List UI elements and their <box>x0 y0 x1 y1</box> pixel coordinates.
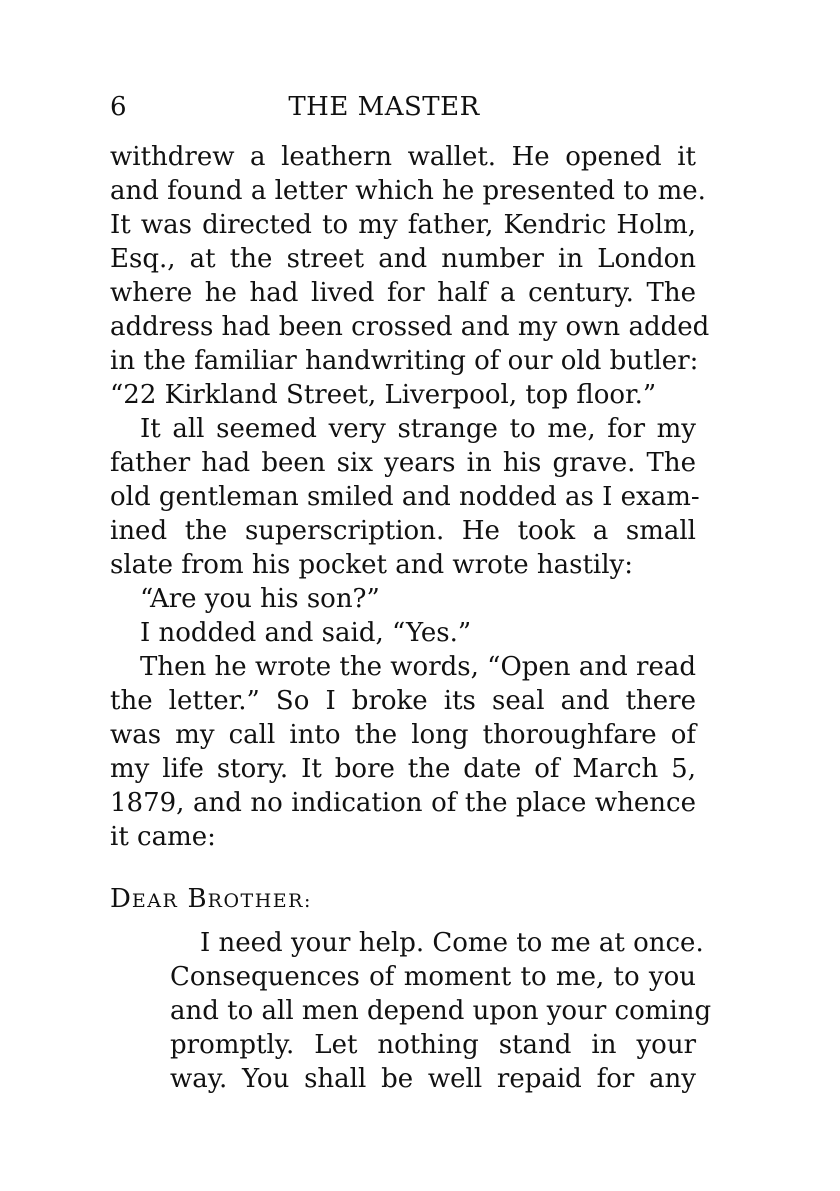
text-line: where he had lived for half a century. The <box>110 278 696 308</box>
text-line: It was directed to my father, Kendric Holm, <box>110 210 696 240</box>
text-line: the letter.” So I broke its seal and there <box>110 686 696 716</box>
text-line: It all seemed very strange to me, for my <box>140 414 696 444</box>
text-line: “22 Kirkland Street, Liverpool, top floor.” <box>110 380 657 410</box>
text-line: “Are you his son?” <box>140 584 380 614</box>
text-line: ined the superscription. He took a small <box>110 516 696 546</box>
letter-line: I need your help. Come to me at once. <box>200 928 704 958</box>
text-line: address had been crossed and my own added <box>110 312 710 342</box>
running-head: THE MASTER <box>288 92 480 122</box>
letter-line: way. You shall be well repaid for any <box>170 1064 696 1094</box>
text-line: and found a letter which he presented to me. <box>110 176 706 206</box>
page-header <box>110 92 698 132</box>
text-line: it came: <box>110 822 216 852</box>
text-line: 1879, and no indication of the place whence <box>110 788 696 818</box>
text-line: was my call into the long thoroughfare of <box>110 720 696 750</box>
text-line: in the familiar handwriting of our old butler: <box>110 346 699 376</box>
salutation-initial: B <box>187 884 208 914</box>
salutation-initial: D <box>110 884 132 914</box>
letter-line: Consequences of moment to me, to you <box>170 962 696 992</box>
page-number: 6 <box>110 92 127 122</box>
text-line: Esq., at the street and number in London <box>110 244 696 274</box>
letter-line: promptly. Let nothing stand in your <box>170 1030 696 1060</box>
text-line: withdrew a leathern wallet. He opened it <box>110 142 696 172</box>
salutation-rest: EAR <box>131 890 179 912</box>
letter-salutation <box>110 882 312 916</box>
text-line: Then he wrote the words, “Open and read <box>140 652 696 682</box>
text-line: father had been six years in his grave. The <box>110 448 696 478</box>
text-line: slate from his pocket and wrote hastily: <box>110 550 633 580</box>
text-line: old gentleman smiled and nodded as I exam- <box>110 482 700 512</box>
text-line: my life story. It bore the date of March 5, <box>110 754 696 784</box>
letter-line: and to all men depend upon your coming <box>170 996 712 1026</box>
salutation-rest: ROTHER: <box>207 890 312 912</box>
text-line: I nodded and said, “Yes.” <box>140 618 472 648</box>
